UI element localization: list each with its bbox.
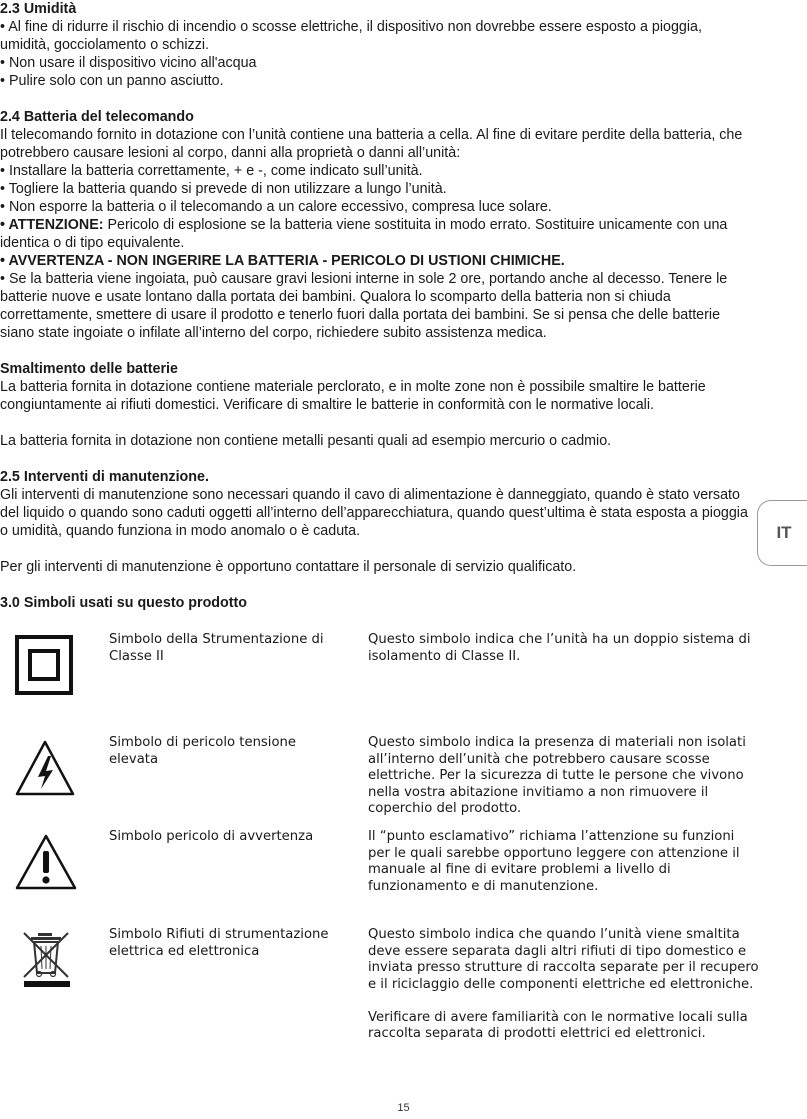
attention-text: Pericolo di esplosione se la batteria viene sostituita in modo errato. Sostituire unicamente con una identica o di tipo equivalente. [0,217,728,251]
warning-bullet: • AVVERTENZA - NON INGERIRE LA BATTERIA - PERICOLO DI USTIONI CHIMICHE. [0,253,565,269]
symbol-description-p2: Verificare di avere familiarità con le normative locali sulla raccolta separata di prodotti elettrici ed elettronici. [368,1009,748,1041]
paragraph: Il telecomando fornito in dotazione con l’unità contiene una batteria a cella. Al fine di evitare perdite della batteria, che potrebbero causare lesioni al corpo, danni alla proprietà o danni all’unità: [0,127,743,161]
paragraph: Gli interventi di manutenzione sono necessari quando il cavo di alimentazione è danneggiato, quando è stato versato del liquido o quando sono caduti oggetti all’interno dell’apparecchiatura, quando quest’ultima è stata esposta a pioggia o umidità, quando funziona in modo anomalo o è caduta. [0,487,748,539]
page-number: 15 [397,1102,410,1114]
section-3-0-title: 3.0 Simboli usati su questo prodotto [0,595,248,611]
bullet: • Pulire solo con un panno asciutto. [0,73,224,89]
attention-label: • ATTENZIONE: [0,217,104,233]
bullet: • Non esporre la batteria o il telecomando a un calore eccessivo, compresa luce solare. [0,199,552,215]
symbol-description: Il “punto esclamativo” richiama l’attenzione su funzioni per le quali sarebbe opportuno leggere con attenzione il manuale al fine di evitare problemi a livello di funzionamento e di manutenzione. [368,829,740,894]
weee-crossed-bin-icon [16,929,78,989]
symbol-description-p1: Questo simbolo indica che quando l’unità viene smaltita deve essere separata dagli altri rifiuti di tipo domestico e inviata presso strutture di raccolta separate per il recupero e il riciclaggio delle componenti elettriche ed elettroniche. [368,927,759,992]
exclamation-warning-triangle-icon [14,833,78,891]
high-voltage-triangle-icon [14,739,76,797]
bullet: • Al fine di ridurre il rischio di incendio o scosse elettriche, il dispositivo non dovrebbe essere esposto a pioggia, umidità, gocciolamento o schizzi. [0,19,702,53]
paragraph: La batteria fornita in dotazione contiene materiale perclorato, e in molte zone non è possibile smaltire le batterie congiuntamente ai rifiuti domestici. Verificare di smaltire le batterie in conformità con le normative locali. [0,379,706,413]
class-ii-double-square-icon [14,634,74,696]
section-2-4-title: 2.4 Batteria del telecomando [0,109,194,125]
attention-bullet [0,216,752,252]
symbol-name: Simbolo pericolo di avvertenza [109,829,314,844]
symbol-description [368,927,760,1043]
bullet: • Togliere la batteria quando si prevede di non utilizzare a lungo l’unità. [0,181,447,197]
symbol-name: Simbolo di pericolo tensione elevata [109,735,297,767]
symbol-description: Questo simbolo indica che l’unità ha un doppio sistema di isolamento di Classe II. [368,632,751,664]
bullet: • Non usare il dispositivo vicino all'acqua [0,55,257,71]
section-2-5-title: 2.5 Interventi di manutenzione. [0,469,209,485]
language-tab: IT [757,500,807,566]
bullet: • Se la batteria viene ingoiata, può causare gravi lesioni interne in sole 2 ore, portando anche al decesso. Tenere le batterie nuove e usate lontano dalla portata dei bambini. Qualora lo scomparto della batteria non si chiuda correttamente, smettere di usare il prodotto e tenerlo fuori dalla portata dei bambini. Se si pensa che delle batterie siano state ingoiate o infilate all’interno del corpo, richiedere subito assistenza medica. [0,271,728,341]
symbol-name: Simbolo della Strumentazione di Classe II [109,632,324,664]
section-2-3-title: 2.3 Umidità [0,1,77,17]
paragraph: Per gli interventi di manutenzione è opportuno contattare il personale di servizio qualificato. [0,559,577,575]
symbol-description: Questo simbolo indica la presenza di materiali non isolati all’interno dell’unità che potrebbero causare scosse elettriche. Per la sicurezza di tutte le persone che vivono nella vostra abitazione invitiamo a non rimuovere il coperchio del prodotto. [368,735,746,816]
paragraph: La batteria fornita in dotazione non contiene metalli pesanti quali ad esempio mercurio o cadmio. [0,433,612,449]
symbol-name: Simbolo Rifiuti di strumentazione elettrica ed elettronica [109,927,329,959]
bullet: • Installare la batteria correttamente, + e -, come indicato sull’unità. [0,163,423,179]
battery-disposal-title: Smaltimento delle batterie [0,361,178,377]
